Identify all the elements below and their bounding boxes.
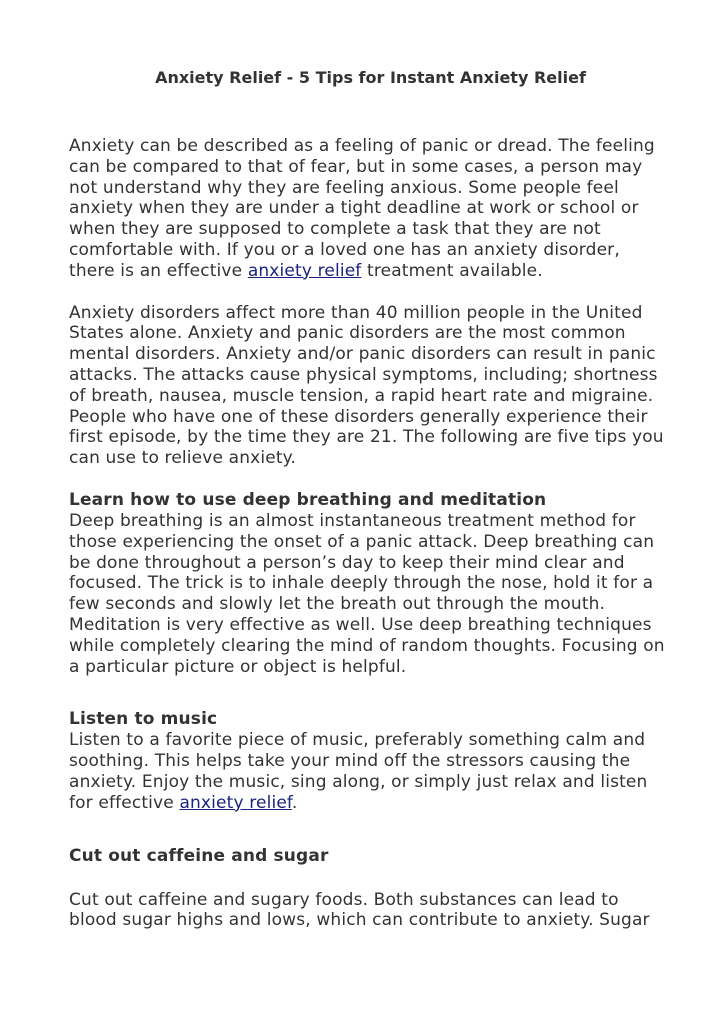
document-title: Anxiety Relief - 5 Tips for Instant Anxiety Relief — [155, 68, 586, 87]
anxiety-relief-link[interactable]: anxiety relief — [247, 260, 362, 281]
music-text-end: . — [291, 792, 298, 813]
breathing-heading: Learn how to use deep breathing and meditation — [69, 489, 547, 510]
intro-paragraph — [69, 136, 668, 282]
caffeine-paragraph: Cut out caffeine and sugary foods. Both substances can lead to blood sugar highs and lows, which can contribute to anxiety. Sugar — [69, 889, 650, 931]
intro-text: Anxiety can be described as a feeling of panic or dread. The feeling can be compared to that of fear, but in some cases, a person may not understand why they are feeling anxious. Some people feel anxiety when they are under a tight deadline at work or school or when they are supposed to complete a task that they are not comfortable with. If you or a loved one has an anxiety disorder, there is an effective — [69, 136, 655, 281]
breathing-paragraph: Deep breathing is an almost instantaneous treatment method for those experiencing the onset of a panic attack. Deep breathing can be done throughout a person’s day to keep their mind clear and focused. The trick is to inhale deeply through the nose, hold it for a few seconds and slowly let the breath out through the mouth. Meditation is very effective as well. Use deep breathing techniques while completely clearing the mind of random thoughts. Focusing on a particular picture or object is helpful. — [69, 510, 665, 677]
anxiety-relief-link-2[interactable]: anxiety relief — [179, 792, 292, 813]
music-heading: Listen to music — [69, 709, 218, 730]
stats-paragraph: Anxiety disorders affect more than 40 million people in the United States alone. Anxiety and panic disorders are the most common mental disorders. Anxiety and/or panic disorders can result in panic attacks. The attacks cause physical symptoms, including; shortness of breath, nausea, muscle tension, a rapid heart rate and migraine. People who have one of these disorders generally experience their first episode, by the time they are 21. The following are five tips you can use to relieve anxiety. — [69, 302, 664, 469]
music-paragraph — [69, 730, 668, 813]
caffeine-heading: Cut out caffeine and sugar — [69, 845, 329, 866]
music-text: Listen to a favorite piece of music, preferably something calm and soothing. This helps take your mind off the stressors causing the anxiety. Enjoy the music, sing along, or simply just relax and listen for effective — [69, 730, 648, 813]
intro-text-end: treatment available. — [361, 260, 543, 281]
